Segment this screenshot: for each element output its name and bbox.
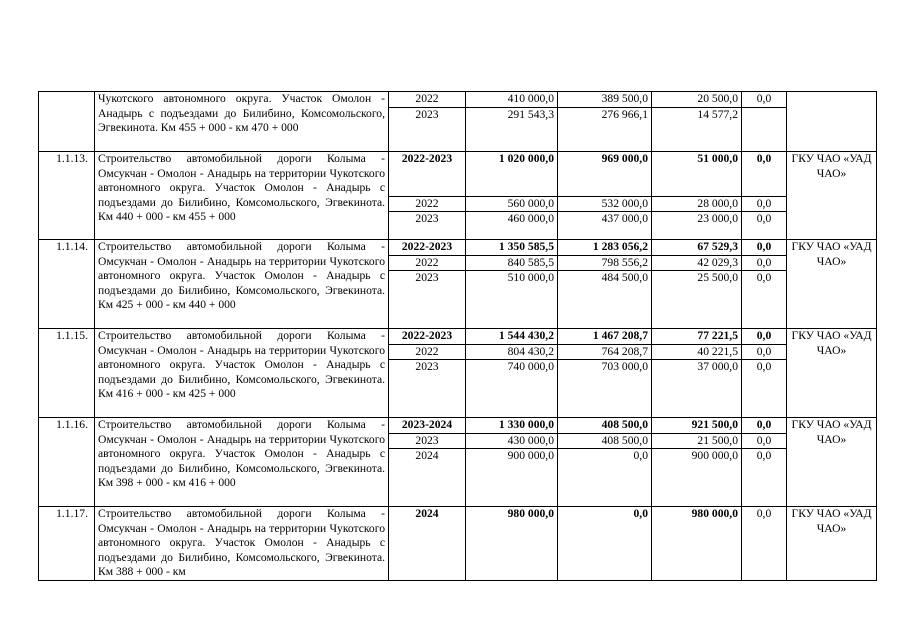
year-cell: 2024 (389, 507, 466, 581)
regional-cell: 77 221,5 40 221,5 37 000,0 (652, 329, 742, 418)
executor-cell: ГКУ ЧАО «УАД ЧАО» (787, 418, 877, 507)
table-row (39, 152, 877, 240)
federal-cell: 408 500,0 408 500,0 0,0 (558, 418, 652, 507)
executor-cell: ГКУ ЧАО «УАД ЧАО» (787, 329, 877, 418)
executor-cell: ГКУ ЧАО «УАД ЧАО» (787, 507, 877, 581)
executor-cell (787, 92, 877, 152)
regional-cell: 980 000,0 (652, 507, 742, 581)
executor-cell: ГКУ ЧАО «УАД ЧАО» (787, 152, 877, 240)
other-cell: 0,0 0,0 0,0 (742, 240, 787, 329)
regional-cell: 921 500,0 21 500,0 900 000,0 (652, 418, 742, 507)
federal-cell: 1 467 208,7 764 208,7 703 000,0 (558, 329, 652, 418)
regional-cell: 20 500,0 14 577,2 (652, 92, 742, 152)
year-cell: 2022-2023 2022 2023 (389, 152, 466, 240)
federal-cell: 0,0 (558, 507, 652, 581)
other-cell: 0,0 (742, 507, 787, 581)
table-row (39, 240, 877, 329)
program-table (38, 91, 877, 581)
total-cell: 1 330 000,0 430 000,0 900 000,0 (466, 418, 558, 507)
federal-cell: 1 283 056,2 798 556,2 484 500,0 (558, 240, 652, 329)
other-cell: 0,0 (742, 92, 787, 152)
total-cell: 1 544 430,2 804 430,2 740 000,0 (466, 329, 558, 418)
year-cell: 2022-2023 2022 2023 (389, 240, 466, 329)
row-index: 1.1.13. (39, 152, 95, 240)
regional-cell: 67 529,3 42 029,3 25 500,0 (652, 240, 742, 329)
other-cell: 0,0 0,0 0,0 (742, 152, 787, 240)
row-description: Строительство автомобильной дороги Колыма - Омсукчан - Омолон - Анадырь на территории Чукотского автономного округа. Участок Омолон - Анадырь с подъездами до Билибино, Комсомольского, Эгвекинота. Км 388 + 000 - км (95, 507, 389, 581)
executor-cell: ГКУ ЧАО «УАД ЧАО» (787, 240, 877, 329)
other-cell: 0,0 0,0 0,0 (742, 418, 787, 507)
row-description: Строительство автомобильной дороги Колыма - Омсукчан - Омолон - Анадырь на территории Чукотского автономного округа. Участок Омолон - Анадырь с подъездами до Билибино, Комсомольского, Эгвекинота. Км 416 + 000 - км 425 + 000 (95, 329, 389, 418)
federal-cell: 389 500,0 276 966,1 (558, 92, 652, 152)
row-description: Строительство автомобильной дороги Колыма - Омсукчан - Омолон - Анадырь на территории Чукотского автономного округа. Участок Омолон - Анадырь с подъездами до Билибино, Комсомольского, Эгвекинота. Км 398 + 000 - км 416 + 000 (95, 418, 389, 507)
year-cell: 2022-2023 2022 2023 (389, 329, 466, 418)
other-cell: 0,0 0,0 0,0 (742, 329, 787, 418)
total-cell: 1 020 000,0 560 000,0 460 000,0 (466, 152, 558, 240)
row-index: 1.1.17. (39, 507, 95, 581)
row-index: 1.1.15. (39, 329, 95, 418)
row-description: Строительство автомобильной дороги Колыма - Омсукчан - Омолон - Анадырь на территории Чукотского автономного округа. Участок Омолон - Анадырь с подъездами до Билибино, Комсомольского, Эгвекинота. Км 425 + 000 - км 440 + 000 (95, 240, 389, 329)
row-description: Строительство автомобильной дороги Колыма - Омсукчан - Омолон - Анадырь на территории Чукотского автономного округа. Участок Омолон - Анадырь с подъездами до Билибино, Комсомольского, Эгвекинота. Км 440 + 000 - км 455 + 000 (95, 152, 389, 240)
federal-cell: 969 000,0 532 000,0 437 000,0 (558, 152, 652, 240)
row-index: 1.1.14. (39, 240, 95, 329)
table-row (39, 418, 877, 507)
total-cell: 980 000,0 (466, 507, 558, 581)
total-cell: 410 000,0 291 543,3 (466, 92, 558, 152)
row-index: 1.1.16. (39, 418, 95, 507)
total-cell: 1 350 585,5 840 585,5 510 000,0 (466, 240, 558, 329)
table-row (39, 329, 877, 418)
year-cell: 2022 2023 (389, 92, 466, 152)
table-row (39, 92, 877, 152)
row-index (39, 92, 95, 152)
regional-cell: 51 000,0 28 000,0 23 000,0 (652, 152, 742, 240)
row-description: Чукотского автономного округа. Участок Омолон - Анадырь с подъездами до Билибино, Комсомольского, Эгвекинота. Км 455 + 000 - км 470 + 000 (95, 92, 389, 152)
table-row (39, 507, 877, 581)
year-cell: 2023-2024 2023 2024 (389, 418, 466, 507)
